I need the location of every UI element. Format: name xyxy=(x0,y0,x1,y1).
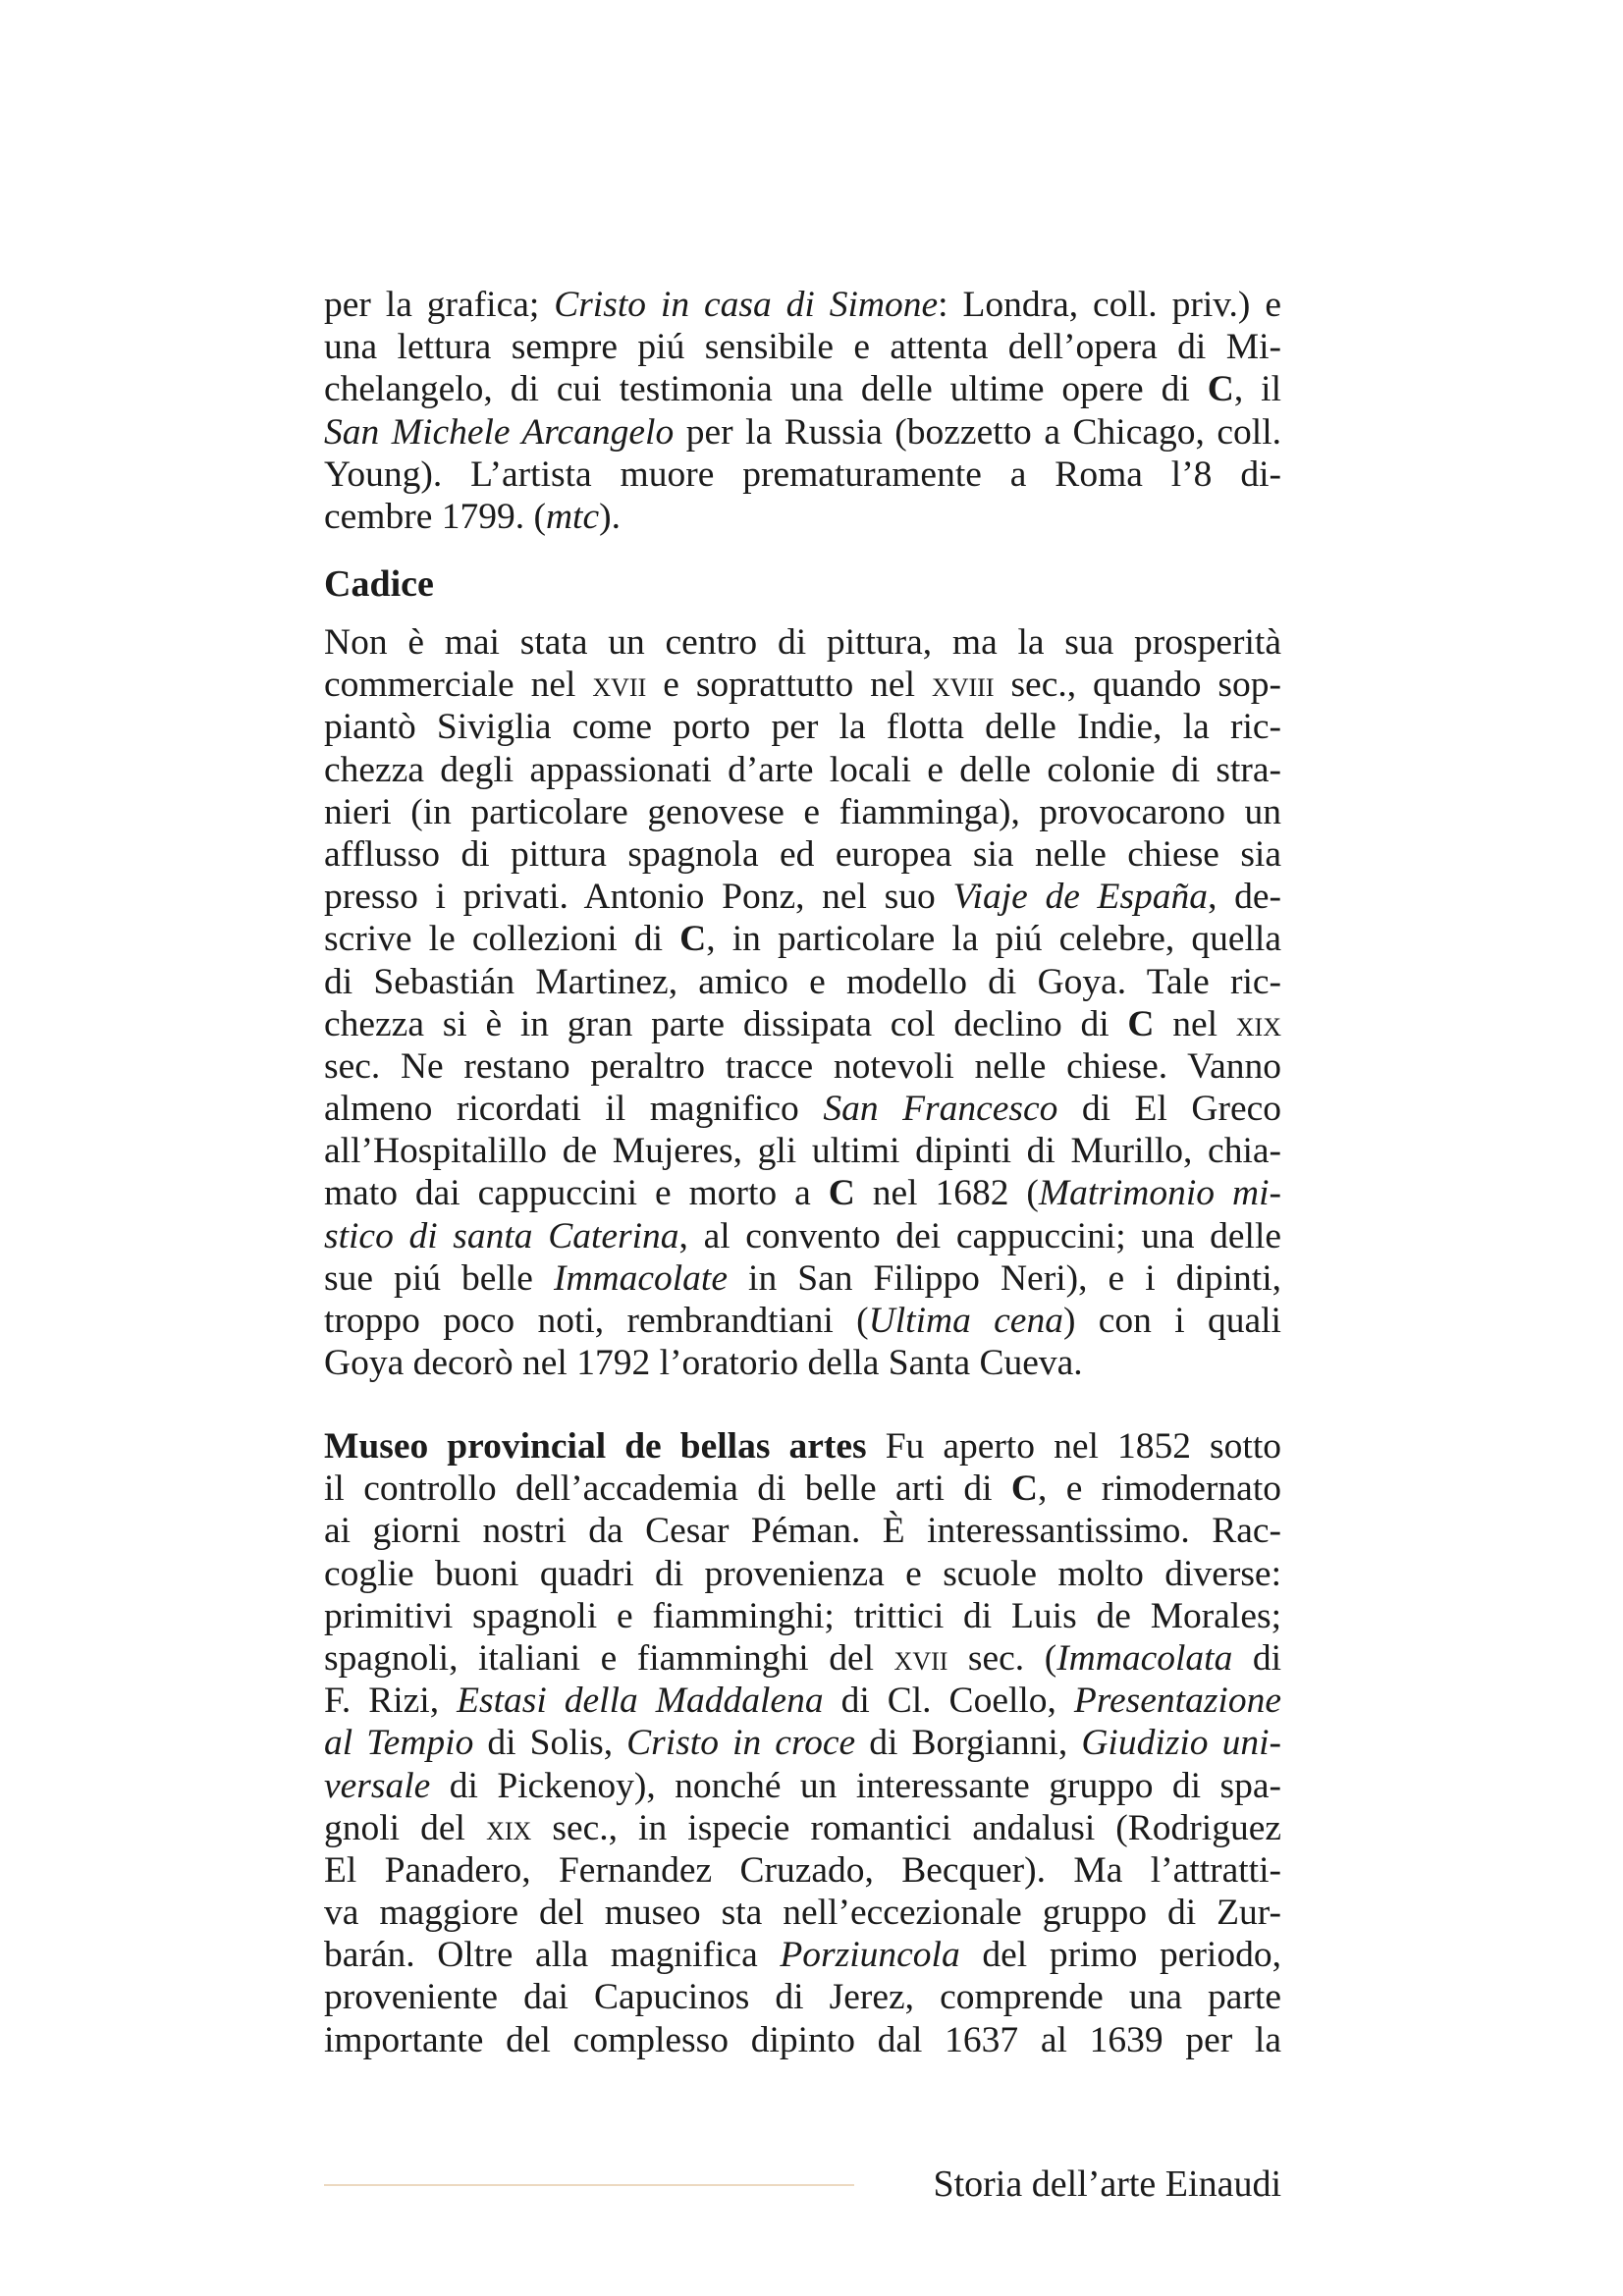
text-run: presso i privati. Antonio Ponz, nel suo xyxy=(324,877,953,918)
text-run: sec., in ispecie romantici andalusi (Rodriguez xyxy=(531,1807,1282,1848)
text-run: commerciale nel xyxy=(324,665,593,706)
text-line xyxy=(324,1595,1281,1637)
paragraph-cadice xyxy=(324,621,1281,1384)
text-run: , de- xyxy=(1208,877,1282,918)
text-line xyxy=(324,749,1281,791)
text-run: cembre 1799. ( xyxy=(324,496,546,537)
text-line xyxy=(324,368,1281,410)
text-run: F. Rizi, xyxy=(324,1681,458,1722)
text-line xyxy=(324,918,1281,960)
text-run: di El Greco xyxy=(1057,1089,1281,1130)
text-run: chezza degli appassionati d’arte locali e delle colonie di stra- xyxy=(324,749,1281,790)
italic-text: Immacolata xyxy=(1056,1637,1233,1679)
italic-text: al Tempio xyxy=(324,1723,474,1764)
small-caps-text: xviii xyxy=(931,665,995,706)
text-run: di xyxy=(1232,1637,1282,1679)
italic-text: Matrimonio mi- xyxy=(1038,1173,1281,1214)
text-line xyxy=(324,1130,1281,1172)
text-run: Non è mai stata un centro di pittura, ma la sua prosperità xyxy=(324,622,1281,663)
text-run: di Sebastián Martinez, amico e modello di Goya. Tale ric- xyxy=(324,961,1281,1002)
text-line xyxy=(324,411,1281,454)
text-line xyxy=(324,1680,1281,1722)
italic-text: Presentazione xyxy=(1073,1681,1281,1722)
text-run: Goya decorò nel 1792 l’oratorio della Santa Cueva. xyxy=(324,1343,1083,1384)
text-run: di Pickenoy), nonché un interessante gruppo di spa- xyxy=(430,1765,1281,1806)
text-run: nieri (in particolare genovese e fiamminga), provocarono un xyxy=(324,791,1281,832)
text-run: coglie buoni quadri di provenienza e scuole molto diverse: xyxy=(324,1553,1281,1594)
text-run: Young). L’artista muore prematuramente a Roma l’8 di- xyxy=(324,454,1281,495)
text-run: nel xyxy=(1154,1003,1236,1044)
text-run: , al convento dei cappuccini; una delle xyxy=(678,1215,1282,1256)
text-run: sec., quando sop- xyxy=(994,665,1281,706)
text-run: sec. Ne restano peraltro tracce notevoli nelle chiese. Vanno xyxy=(324,1045,1281,1087)
text-line xyxy=(324,1553,1281,1595)
italic-text: Porziuncola xyxy=(780,1935,960,1976)
text-run: una lettura sempre piú sensibile e attenta dell’opera di Mi- xyxy=(324,327,1281,368)
text-run: troppo poco noti, rembrandtiani ( xyxy=(324,1301,869,1341)
text-line xyxy=(324,1849,1281,1892)
text-line xyxy=(324,1342,1281,1384)
text-run: almeno ricordati il magnifico xyxy=(324,1089,824,1130)
text-run: e soprattutto nel xyxy=(646,665,932,706)
italic-text: stico di santa Caterina xyxy=(324,1215,679,1256)
text-run: importante del complesso dipinto dal 1637 al 1639 per la xyxy=(324,2019,1281,2060)
italic-text: Cristo in croce xyxy=(626,1723,856,1764)
text-line xyxy=(324,1934,1281,1976)
bold-text: C xyxy=(679,919,707,960)
text-run: all’Hospitalillo de Mujeres, gli ultimi dipinti di Murillo, chia- xyxy=(324,1131,1281,1172)
text-run: primitivi spagnoli e fiamminghi; trittici di Luis de Morales; xyxy=(324,1595,1281,1636)
text-line xyxy=(324,2019,1281,2061)
text-run: per la grafica; xyxy=(324,285,555,325)
italic-text: Viaje de España xyxy=(952,877,1209,918)
text-run: spagnoli, italiani e fiamminghi del xyxy=(324,1637,894,1679)
text-run: va maggiore del museo sta nell’eccezionale gruppo di Zur- xyxy=(324,1893,1281,1934)
bold-text: C xyxy=(1207,369,1234,410)
text-run: , in particolare la piú celebre, quella xyxy=(706,919,1281,960)
text-run: del primo periodo, xyxy=(959,1935,1281,1976)
text-run: in San Filippo Neri), e i dipinti, xyxy=(727,1257,1281,1299)
text-run: : Londra, coll. priv.) e xyxy=(938,285,1281,325)
text-run: sue piú belle xyxy=(324,1257,554,1299)
text-run: Fu aperto nel 1852 sotto xyxy=(866,1426,1281,1467)
text-run: chezza si è in gran parte dissipata col declino di xyxy=(324,1003,1128,1044)
italic-text: San Francesco xyxy=(823,1089,1058,1130)
text-line xyxy=(324,1510,1281,1552)
text-line xyxy=(324,664,1281,706)
text-run: di Cl. Coello, xyxy=(823,1681,1074,1722)
text-run: ai giorni nostri da Cesar Péman. È interessantissimo. Rac- xyxy=(324,1511,1281,1552)
text-run: di Borgianni, xyxy=(855,1723,1082,1764)
bold-text: C xyxy=(1127,1003,1155,1044)
text-line xyxy=(324,1807,1281,1849)
text-line xyxy=(324,961,1281,1003)
text-line xyxy=(324,1765,1281,1807)
italic-text: Immacolate xyxy=(553,1257,728,1299)
text-line xyxy=(324,791,1281,833)
text-run: mato dai cappuccini e morto a xyxy=(324,1173,829,1214)
text-run: afflusso di pittura spagnola ed europea sia nelle chiese sia xyxy=(324,833,1281,875)
text-run: ). xyxy=(599,496,621,537)
text-run: chelangelo, di cui testimonia una delle ultime opere di xyxy=(324,369,1208,410)
small-caps-text: xix xyxy=(486,1807,532,1848)
bold-text: C xyxy=(1010,1468,1038,1510)
italic-text: Estasi della Maddalena xyxy=(457,1681,824,1722)
text-run: nel 1682 ( xyxy=(854,1173,1039,1214)
text-line xyxy=(324,1976,1281,2018)
footer-title: Storia dell’arte Einaudi xyxy=(933,2163,1281,2205)
text-line xyxy=(324,1088,1281,1130)
italic-text: Cristo in casa di Simone xyxy=(554,285,939,325)
text-run: sec. ( xyxy=(947,1637,1057,1679)
text-line xyxy=(324,1300,1281,1342)
text-line xyxy=(324,833,1281,876)
text-line xyxy=(324,1637,1281,1680)
text-line xyxy=(324,876,1281,918)
text-line xyxy=(324,1892,1281,1934)
text-run: ) con i quali xyxy=(1062,1301,1281,1341)
bold-text: Museo provincial de bellas artes xyxy=(324,1426,867,1467)
text-line xyxy=(324,1172,1281,1214)
text-line xyxy=(324,1468,1281,1510)
paragraph-intro xyxy=(324,284,1281,538)
text-line xyxy=(324,1722,1281,1764)
text-run: , il xyxy=(1233,369,1281,410)
text-line xyxy=(324,496,1281,538)
text-line xyxy=(324,621,1281,664)
text-line xyxy=(324,284,1281,326)
text-line xyxy=(324,1045,1281,1088)
text-run: gnoli del xyxy=(324,1807,487,1848)
text-run: proveniente dai Capucinos di Jerez, comprende una parte xyxy=(324,1977,1281,2018)
paragraph-museo xyxy=(324,1425,1281,2061)
small-caps-text: xix xyxy=(1235,1003,1281,1044)
text-line xyxy=(324,1215,1281,1257)
text-run: per la Russia (bozzetto a Chicago, coll. xyxy=(674,411,1281,453)
italic-text: San Michele Arcangelo xyxy=(324,411,675,453)
italic-text: mtc xyxy=(545,496,600,537)
text-line xyxy=(324,706,1281,748)
small-caps-text: xvii xyxy=(592,665,647,706)
text-line xyxy=(324,1257,1281,1300)
text-line xyxy=(324,1003,1281,1045)
italic-text: versale xyxy=(324,1765,431,1806)
text-line xyxy=(324,454,1281,496)
text-run: il controllo dell’accademia di belle arti di xyxy=(324,1468,1011,1510)
text-run: scrive le collezioni di xyxy=(324,919,680,960)
footer-rule xyxy=(324,2184,854,2186)
text-run: barán. Oltre alla magnifica xyxy=(324,1935,781,1976)
text-line xyxy=(324,1425,1281,1468)
text-run: , e rimodernato xyxy=(1037,1468,1281,1510)
bold-text: C xyxy=(828,1173,855,1214)
text-run: di Solis, xyxy=(473,1723,627,1764)
small-caps-text: xvii xyxy=(893,1637,948,1679)
text-run: piantò Siviglia come porto per la flotta delle Indie, la ric- xyxy=(324,707,1281,748)
italic-text: Ultima cena xyxy=(868,1301,1063,1341)
section-heading-cadice: Cadice xyxy=(324,563,434,605)
italic-text: Giudizio uni- xyxy=(1081,1723,1281,1764)
text-line xyxy=(324,326,1281,368)
text-run: El Panadero, Fernandez Cruzado, Becquer). Ma l’attratti- xyxy=(324,1849,1281,1891)
